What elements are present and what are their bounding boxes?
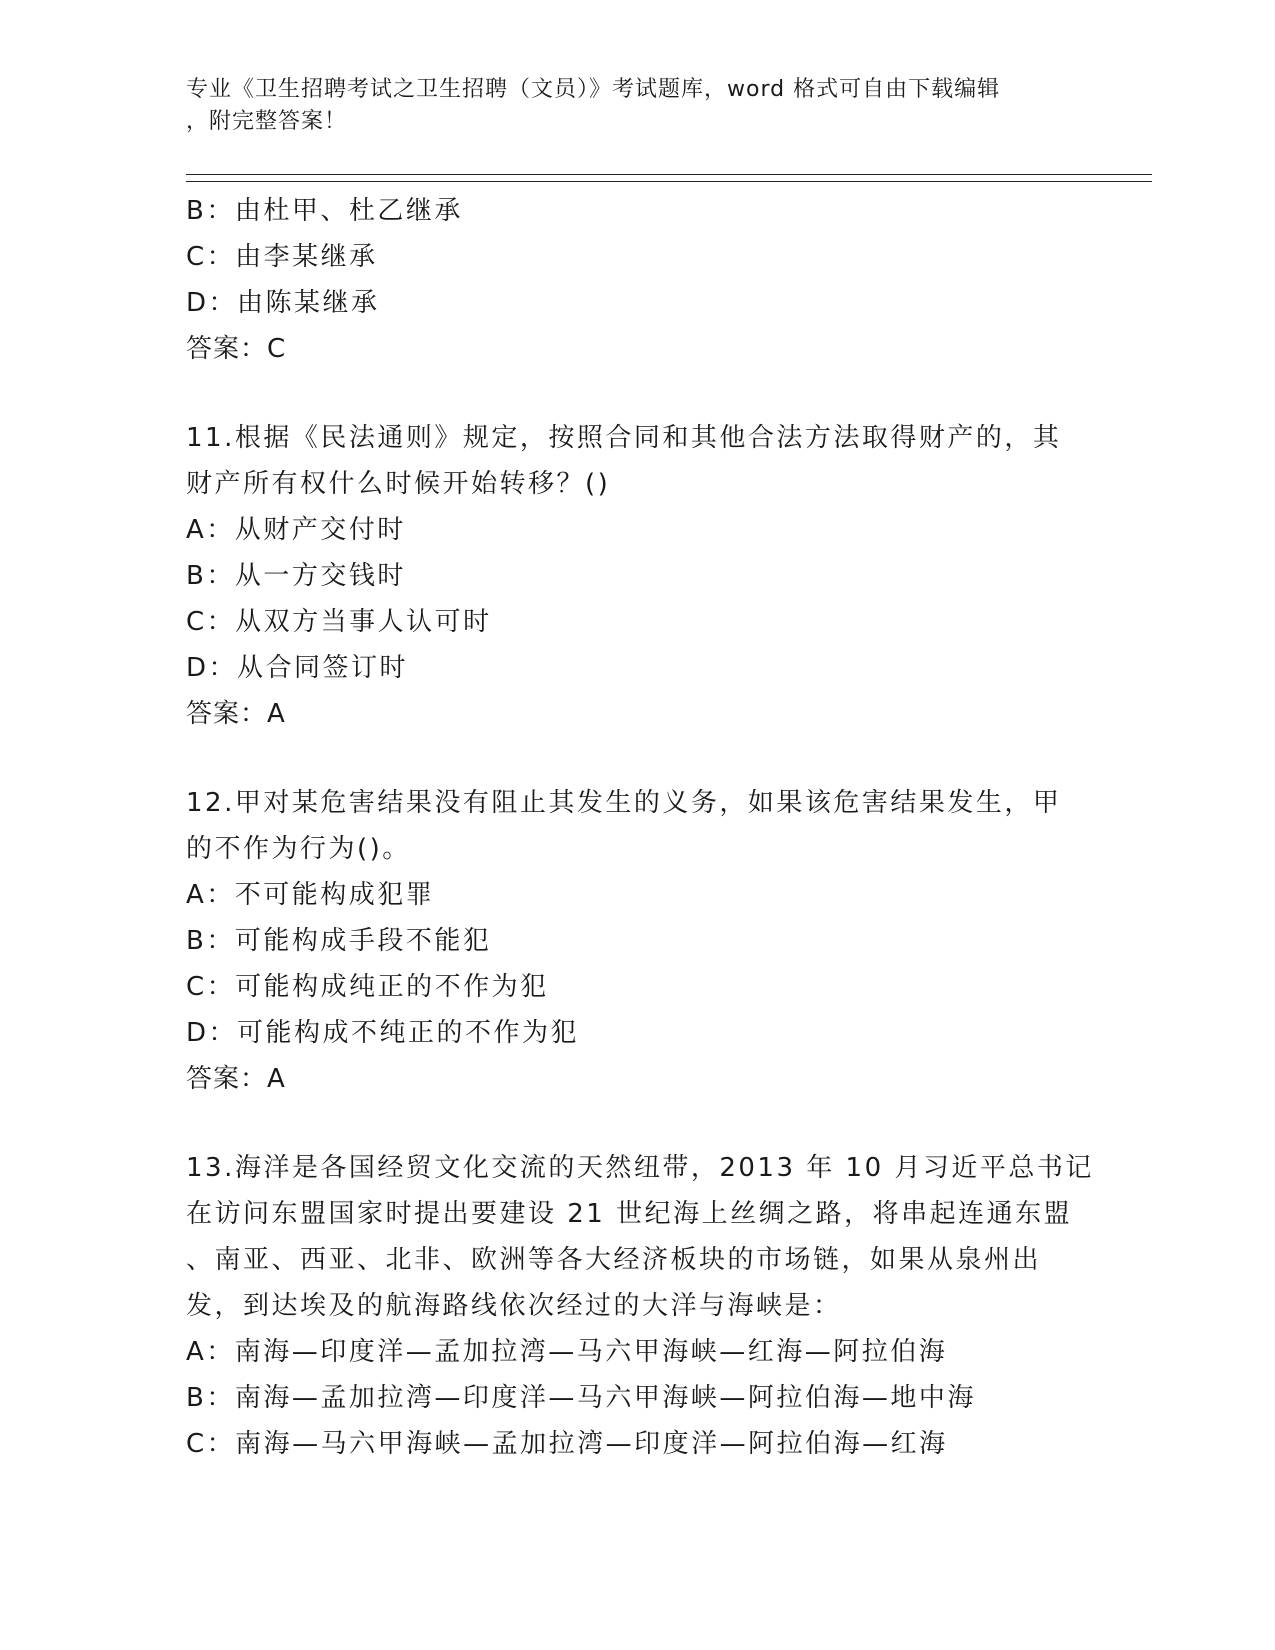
answer: 答案：C: [186, 334, 287, 364]
question-11: [186, 415, 1086, 737]
option-d: D：从合同签订时: [186, 653, 409, 683]
question-12: [186, 780, 1086, 1102]
option-d: D：由陈某继承: [186, 288, 380, 318]
question-10-continued: [186, 188, 1086, 372]
header-divider-bottom: [186, 181, 1152, 182]
question-text-line: 13.海洋是各国经贸文化交流的天然纽带，2013 年 10 月习近平总书记: [186, 1153, 1094, 1183]
option-c: C：可能构成纯正的不作为犯: [186, 972, 549, 1002]
question-text-line: 财产所有权什么时候开始转移？(): [186, 469, 611, 499]
option-c: C：从双方当事人认可时: [186, 607, 492, 637]
option-b: B：可能构成手段不能犯: [186, 926, 492, 956]
answer: 答案：A: [186, 1064, 286, 1094]
option-c: C：南海—马六甲海峡—孟加拉湾—印度洋—阿拉伯海—红海: [186, 1429, 948, 1459]
answer: 答案：A: [186, 699, 286, 729]
question-text-line: 在访问东盟国家时提出要建设 21 世纪海上丝绸之路，将串起连通东盟: [186, 1199, 1073, 1229]
question-text-line: 11.根据《民法通则》规定，按照合同和其他合法方法取得财产的，其: [186, 423, 1062, 453]
option-b: B：从一方交钱时: [186, 561, 406, 591]
option-a: A：不可能构成犯罪: [186, 880, 435, 910]
option-a: A：从财产交付时: [186, 515, 406, 545]
header-divider-top: [186, 174, 1152, 175]
option-b: B：由杜甲、杜乙继承: [186, 196, 463, 226]
option-c: C：由李某继承: [186, 242, 378, 272]
question-text-line: 发，到达埃及的航海路线依次经过的大洋与海峡是：: [186, 1291, 842, 1321]
document-header: [186, 74, 1086, 138]
option-d: D：可能构成不纯正的不作为犯: [186, 1018, 580, 1048]
question-text-line: 的不作为行为()。: [186, 834, 411, 864]
spacer: [186, 737, 1086, 780]
header-line-2: ，附完整答案！: [186, 109, 348, 134]
question-text-line: 、南亚、西亚、北非、欧洲等各大经济板块的市场链，如果从泉州出: [186, 1245, 1042, 1275]
option-a: A：南海—印度洋—孟加拉湾—马六甲海峡—红海—阿拉伯海: [186, 1337, 948, 1367]
header-line-1: 专业《卫生招聘考试之卫生招聘（文员）》考试题库，word 格式可自由下载编辑: [186, 77, 1001, 102]
spacer: [186, 1102, 1086, 1145]
question-13: [186, 1145, 1094, 1467]
option-b: B：南海—孟加拉湾—印度洋—马六甲海峡—阿拉伯海—地中海: [186, 1383, 976, 1413]
question-text-line: 12.甲对某危害结果没有阻止其发生的义务，如果该危害结果发生，甲: [186, 788, 1062, 818]
document-content: [186, 188, 1094, 1467]
spacer: [186, 372, 1086, 415]
